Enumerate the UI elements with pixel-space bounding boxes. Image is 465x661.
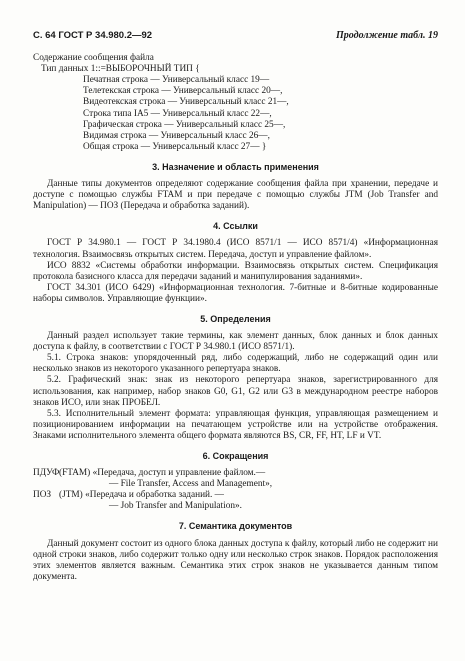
definition-paragraph: Данный раздел использует такие термины, как элемент данных, блок данных и блок данных доступа к файлу, в соответствии с ГОСТ Р 34.980.1 (ИСО 8571/1). xyxy=(33,331,438,353)
abbreviation-expansion: «Передача и обработка заданий. — xyxy=(85,490,224,501)
type-list-item: Строка типа IA5 — Универсальный класс 22—, xyxy=(83,108,272,119)
section-heading: 4. Ссылки xyxy=(213,221,258,232)
header-standard-number: С. 64 ГОСТ Р 34.980.2—92 xyxy=(33,30,153,41)
abbreviation-key: ПОЗ xyxy=(33,490,52,501)
data-type-line: Тип данных 1::=ВЫБОРОЧНЫЙ ТИП { xyxy=(41,64,200,75)
abbreviation-expansion: «Передача, доступ и управление файлом.— xyxy=(92,468,266,479)
type-list-item: Печатная строка — Универсальный класс 19— xyxy=(83,75,270,86)
section-heading: 5. Определения xyxy=(200,313,271,324)
page-header xyxy=(33,30,438,41)
section-heading: 7. Семантика документов xyxy=(178,521,293,532)
reference-paragraph: ГОСТ 34.301 (ИСО 6429) «Информационная технология. 7-битные и 8-битные кодированные наборы символов. Управляющие функции». xyxy=(33,282,438,304)
type-list-item: Графическая строка — Универсальный класс 25—, xyxy=(83,119,286,130)
definition-paragraph: 5.2. Графический знак: знак из некоторого репертуара знаков, зарегистрированного для использования, как например, набор знаков G0, G1, G2 или G3 в международном реестре наборов знаков ИСО, или знак ПРОБЕЛ. xyxy=(33,375,438,408)
reference-paragraph: ГОСТ Р 34.980.1 — ГОСТ Р 34.1980.4 (ИСО 8571/1 — ИСО 8571/4) «Информационная технология. Взаимосвязь открытых систем. Передача, доступ и управление файлом». xyxy=(33,238,438,260)
definition-paragraph: 5.1. Строка знаков: упорядоченный ряд, либо содержащий, либо не содержащий один или несколько знаков из некоторого указанного репертуара знаков. xyxy=(33,353,438,375)
abbreviation-entry xyxy=(33,490,438,512)
type-list-item: Телетекская строка — Универсальный класс 20—, xyxy=(83,86,283,97)
definition-paragraph: 5.3. Исполнительный элемент формата: управляющая функция, управляющая размещением и позиционированием информации на печатающем устройстве или на устройстве отображения. Знаками исполнительного элемента общего формата являются BS, CR, FF, HT, LF и VT. xyxy=(33,408,438,441)
section-heading: 3. Назначение и область применения xyxy=(152,161,319,172)
reference-paragraph: ИСО 8832 «Системы обработки информации. Взаимосвязь открытых систем. Спецификация протокола базисного класса для передачи заданий и манипулирования заданиями». xyxy=(33,260,438,282)
block-title: Содержание сообщения файла xyxy=(33,53,154,64)
type-list-item: Видимая строка — Универсальный класс 26—, xyxy=(83,130,270,141)
file-message-content-block xyxy=(33,53,438,153)
type-list-item: Видеотекская строка — Универсальный класс 21—, xyxy=(83,97,289,108)
section-paragraph: Данный документ состоит из одного блока данных доступа к файлу, который либо не содержит ни одной строки знаков, либо содержит только одну или несколько строк знаков. Порядок расположения этих элементов является важным. Семантика этих строк знаков не указывается данным типом документа. xyxy=(33,538,438,582)
abbreviation-latin: (FTAM) xyxy=(59,468,91,479)
section-heading: 6. Сокращения xyxy=(202,451,269,461)
type-list-item: Общая строка — Универсальный класс 27— } xyxy=(83,141,267,152)
header-table-continuation: Продолжение табл. 19 xyxy=(335,30,438,41)
abbreviation-expansion-english: — File Transfer, Access and Management», xyxy=(109,479,273,490)
section-paragraph: Данные типы документов определяют содержание сообщения файла при хранении, передаче и доступе с помощью службы FTAM и при передаче с помощью службы JTM (Job Transfer and Manipulation) — ПОЗ (Передача и обработка заданий). xyxy=(33,179,438,212)
abbreviation-latin: (JTM) xyxy=(59,490,83,501)
abbreviation-expansion-english: — Job Transfer and Manipulation». xyxy=(109,501,242,512)
abbreviation-key: ПДУФ xyxy=(33,468,60,479)
abbreviation-entry xyxy=(33,468,438,490)
